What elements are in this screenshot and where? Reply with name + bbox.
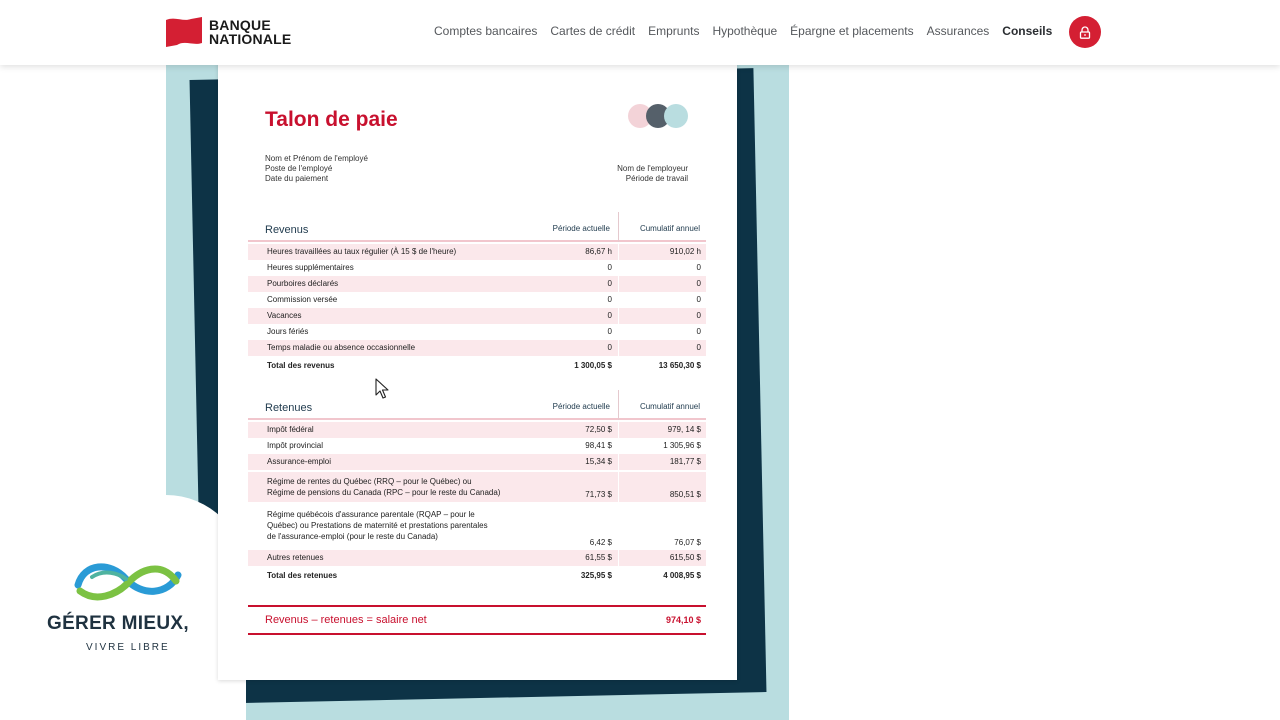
column-divider	[618, 390, 619, 420]
table-row: Vacances 0 0	[248, 308, 706, 324]
table-row: Heures travaillées au taux régulier (À 15 $ de l'heure) 86,67 h 910,02 h	[248, 244, 706, 260]
main-navigation	[434, 24, 1065, 38]
table-row: Pourboires déclarés 0 0	[248, 276, 706, 292]
table-row: Commission versée 0 0	[267, 295, 701, 304]
nav-epargne-et-placements[interactable]: Épargne et placements	[790, 24, 914, 38]
brand-title: GÉRER MIEUX,	[47, 613, 189, 634]
pay-stub-title: Talon de paie	[265, 108, 398, 131]
employee-position-label: Poste de l'employé	[265, 164, 333, 173]
table-row: Régime de rentes du Québec (RRQ – pour le Québec) ou Régime de pensions du Canada (RPC – pour le reste du Canada) 71,73 $ 850,51 $	[248, 472, 706, 502]
payment-date-label: Date du paiement	[265, 174, 329, 183]
employer-name-label: Nom de l'employeur	[617, 164, 688, 173]
table-row: Autres retenues 61,55 $ 615,50 $	[248, 550, 706, 566]
revenus-title: Revenus	[265, 224, 309, 236]
retenues-header	[248, 394, 706, 420]
table-row: Impôt fédéral 72,50 $ 979, 14 $	[248, 422, 706, 438]
gerer-mieux-branding	[40, 555, 220, 655]
table-row: Impôt provincial 98,41 $ 1 305,96 $	[267, 441, 701, 450]
net-salary-label: Revenus – retenues = salaire net	[265, 614, 427, 626]
column-divider	[618, 212, 619, 242]
blue-dot	[664, 104, 688, 128]
nav-conseils[interactable]: Conseils	[1002, 24, 1053, 38]
table-row: Temps maladie ou absence occasionnelle 0 0	[248, 340, 706, 356]
table-row: Heures supplémentaires 0 0	[267, 263, 701, 272]
decorative-dots	[628, 104, 688, 128]
table-row: Régime québécois d'assurance parentale (RQAP – pour le Québec) ou Prestations de maternité et prestations parentales de l'assurance-emploi (pour le reste du Canada) 6,42 $ 76,07 $	[267, 510, 701, 547]
retenues-col-current: Période actuelle	[552, 402, 610, 411]
revenus-col-current: Période actuelle	[552, 224, 610, 233]
employer-info	[617, 164, 688, 184]
retenues-col-annual: Cumulatif annuel	[639, 402, 700, 411]
retenues-title: Retenues	[265, 402, 313, 414]
table-row: Jours fériés 0 0	[267, 327, 701, 336]
nav-assurances[interactable]: Assurances	[926, 24, 990, 38]
brand-subtitle: VIVRE LIBRE	[86, 642, 170, 653]
flag-logo-icon	[165, 16, 203, 48]
nav-hypotheque[interactable]: Hypothèque	[712, 24, 778, 38]
revenus-header	[248, 216, 706, 242]
employee-name-label: Nom et Prénom de l'employé	[265, 154, 368, 163]
retenues-total-row: Total des retenues 325,95 $ 4 008,95 $	[267, 571, 701, 580]
mouse-cursor-icon	[375, 378, 389, 400]
nav-cartes-de-credit[interactable]: Cartes de crédit	[550, 24, 636, 38]
work-period-label: Période de travail	[625, 174, 688, 183]
pay-stub-document	[218, 62, 737, 680]
logo-text: BANQUE NATIONALE	[209, 17, 292, 47]
infinity-logo-icon	[70, 555, 185, 607]
login-button[interactable]	[1069, 16, 1101, 48]
banque-nationale-logo[interactable]	[165, 16, 305, 50]
revenus-col-annual: Cumulatif annuel	[639, 224, 700, 233]
net-salary-row	[248, 605, 706, 635]
revenus-total-row: Total des revenus 1 300,05 $ 13 650,30 $	[267, 361, 701, 370]
table-row: Assurance-emploi 15,34 $ 181,77 $	[248, 454, 706, 470]
lock-icon	[1079, 26, 1091, 39]
nav-comptes-bancaires[interactable]: Comptes bancaires	[434, 24, 538, 38]
site-header	[0, 0, 1280, 65]
net-salary-value: 974,10 $	[665, 615, 701, 625]
employee-info	[265, 154, 368, 184]
nav-emprunts[interactable]: Emprunts	[648, 24, 700, 38]
